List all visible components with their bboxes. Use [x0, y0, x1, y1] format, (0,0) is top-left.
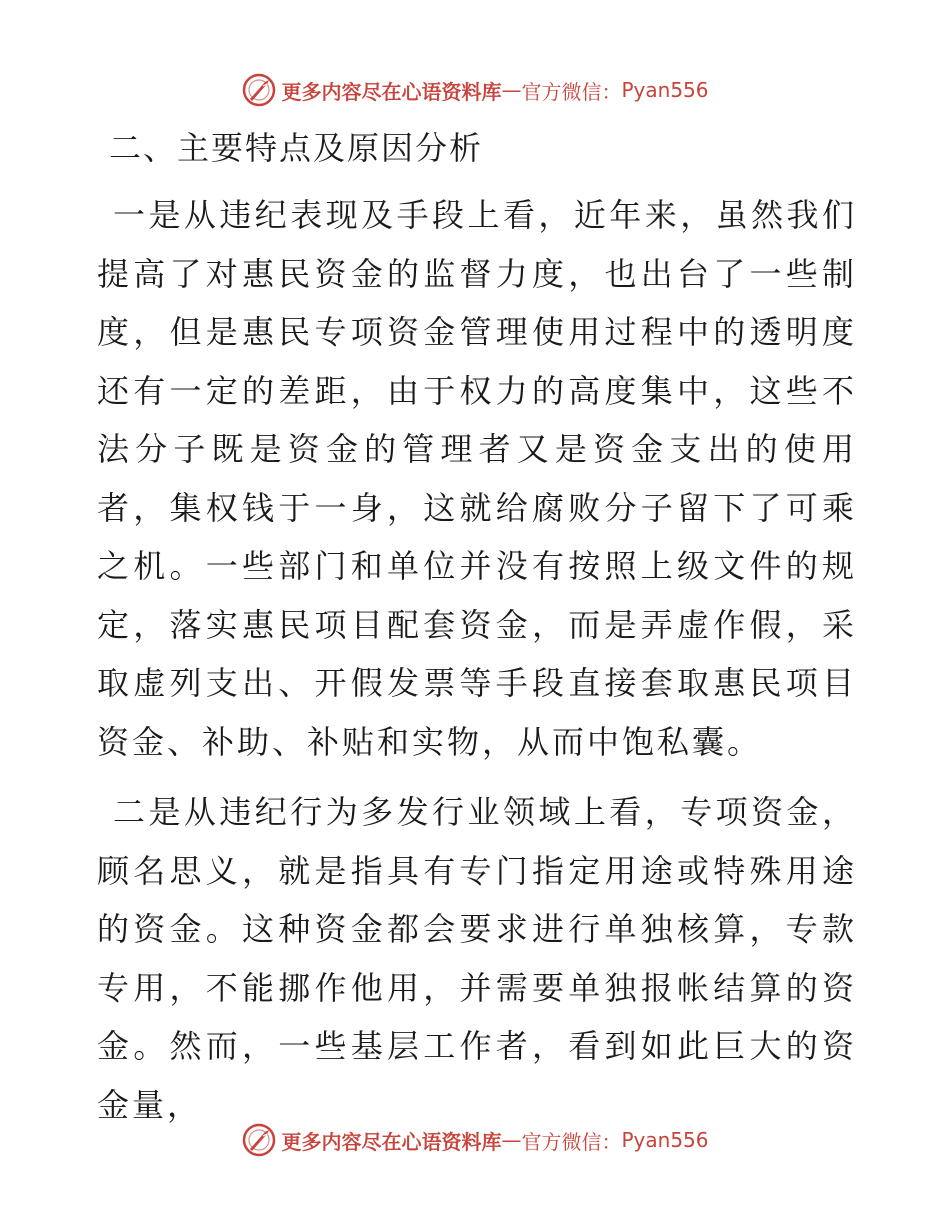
banner-main-text: 更多内容尽在心语资料库	[281, 79, 502, 104]
banner-dash: —	[501, 1128, 522, 1152]
section-heading: 二、主要特点及原因分析	[109, 129, 484, 167]
footer-banner	[0, 1120, 950, 1160]
header-banner	[0, 70, 950, 110]
quill-pen-logo-icon	[241, 72, 277, 108]
paragraph-2: 二是从违纪行为多发行业领域上看，专项资金，顾名思义，就是指具有专门指定用途或特殊用途的资金。这种资金都会要求进行单独核算，专款专用，不能挪作他用，并需要单独报帐结算的资金。然而，一些基层工作者，看到如此巨大的资金量，	[97, 793, 857, 1124]
banner-main-text: 更多内容尽在心语资料库	[281, 1129, 502, 1154]
banner-sub-text: 官方微信：	[521, 79, 622, 104]
banner-account: Pyan556	[621, 1128, 709, 1152]
document-body	[97, 120, 857, 1134]
banner-dash: —	[501, 78, 522, 102]
banner-sub-text: 官方微信：	[521, 1129, 622, 1154]
paragraph-1: 一是从违纪表现及手段上看，近年来，虽然我们提高了对惠民资金的监督力度，也出台了一些制度，但是惠民专项资金管理使用过程中的透明度还有一定的差距，由于权力的高度集中，这些不法分子既是资金的管理者又是资金支出的使用者，集权钱于一身，这就给腐败分子留下了可乘之机。一些部门和单位并没有按照上级文件的规定，落实惠民项目配套资金，而是弄虚作假，采取虚列支出、开假发票等手段直接套取惠民项目资金、补助、补贴和实物，从而中饱私囊。	[97, 196, 857, 761]
quill-pen-logo-icon	[241, 1122, 277, 1158]
banner-account: Pyan556	[621, 78, 709, 102]
